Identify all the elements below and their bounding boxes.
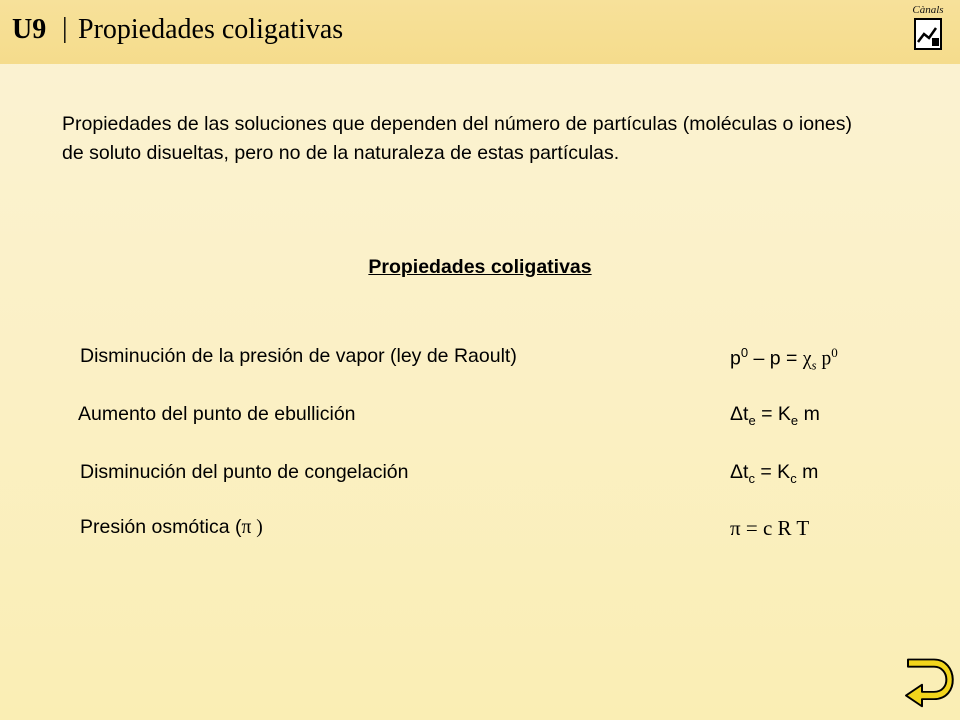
formula-part: m [798, 403, 820, 425]
label-pi: π ) [241, 517, 263, 538]
formula-sup: 0 [740, 345, 749, 360]
page-title: Propiedades coligativas [78, 14, 344, 45]
unit-number: U9 [12, 14, 47, 45]
notebook-logo-icon [908, 4, 948, 52]
property-label-osmotic-pressure [80, 516, 263, 539]
back-arrow-icon[interactable] [902, 658, 954, 708]
formula-part: Δt [730, 461, 749, 483]
formula-sub: c [790, 470, 797, 486]
logo-label: Cànals [912, 4, 944, 16]
formula-part: = K [754, 461, 791, 483]
formula-osmotic: π = c R T [730, 516, 810, 540]
intro-paragraph: Propiedades de las soluciones que dependen del número de partículas (moléculas o iones) de soluto disueltas, pero no de la naturaleza de estas partículas. [62, 113, 852, 164]
property-label-boiling-point: Aumento del punto de ebullición [78, 403, 356, 425]
formula-part: m [796, 461, 819, 483]
formula-part: p [816, 348, 832, 370]
formula-part: p [730, 347, 741, 370]
title-separator: | [62, 13, 68, 44]
formula-sup: 0 [831, 345, 838, 360]
label-part: Presión osmótica ( [80, 516, 242, 538]
header-bar [0, 0, 960, 64]
formula-freezing [730, 461, 818, 486]
property-label-freezing-point: Disminución del punto de congelación [80, 461, 409, 483]
formula-sub: e [790, 412, 799, 428]
section-title: Propiedades coligativas [368, 256, 592, 278]
property-label-vapor-pressure: Disminución de la presión de vapor (ley de Raoult) [80, 345, 517, 367]
formula-part: = K [755, 403, 791, 425]
formula-sub: e [748, 412, 756, 428]
formula-sub: s [811, 357, 817, 373]
formula-boiling [730, 403, 820, 428]
formula-chi: χ [802, 348, 812, 370]
formula-sub: c [748, 470, 755, 486]
formula-part: – p = [748, 347, 803, 370]
formula-raoult [730, 345, 838, 373]
formula-part: Δt [730, 403, 749, 425]
